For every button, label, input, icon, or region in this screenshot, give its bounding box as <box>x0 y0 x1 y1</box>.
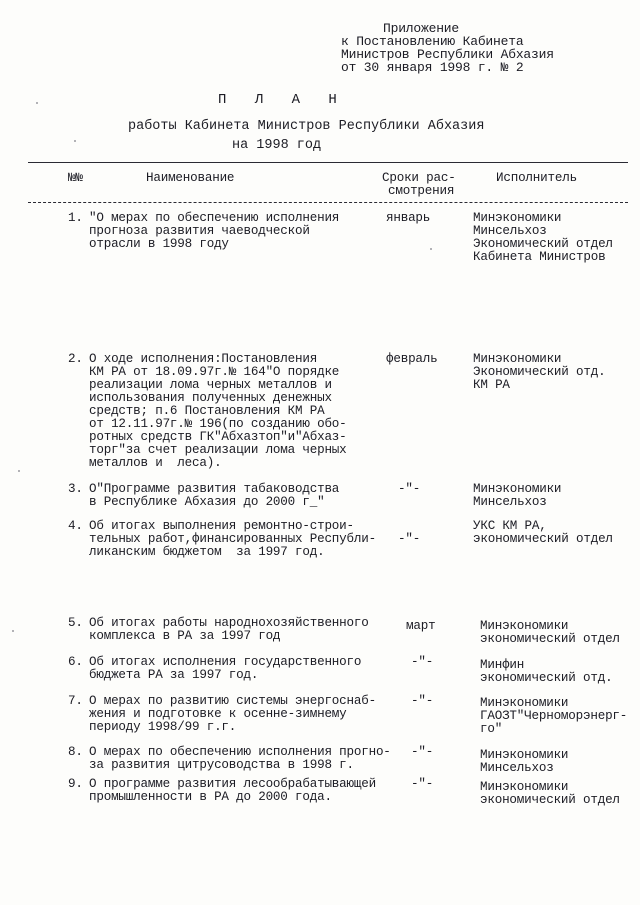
header-executor: Исполнитель <box>496 171 577 185</box>
row-5-name-line: комплекса в РА за 1997 год <box>89 629 281 643</box>
scan-speck <box>36 102 38 104</box>
row-2-name-line: КМ РА от 18.09.97г.№ 164"О порядке <box>89 365 340 379</box>
row-7-name-line: О мерах по развитию системы энергоснаб- <box>89 694 376 708</box>
row-2-name-line: торг"за счет реализации лома черных <box>89 443 347 457</box>
row-9-executor-line: Минэкономики <box>480 780 569 794</box>
row-2-name-line: реализации лома черных металлов и <box>89 378 332 392</box>
row-8-executor-line: Минэкономики <box>480 748 569 762</box>
row-5-num: 5. <box>68 616 83 630</box>
row-6-num: 6. <box>68 655 83 669</box>
header-name: Наименование <box>146 171 235 185</box>
scan-speck <box>18 470 20 472</box>
row-7-executor-line: го" <box>480 722 503 736</box>
row-5-executor-line: экономический отдел <box>480 632 620 646</box>
row-5-name-line: Об итогах работы народнохозяйственного <box>89 616 369 630</box>
row-2-num: 2. <box>68 352 83 366</box>
row-5-term: март <box>406 619 436 633</box>
row-6-term: -"- <box>411 655 434 669</box>
row-4-name-line: Об итогах выполнения ремонтно-строи- <box>89 519 354 533</box>
row-3-num: 3. <box>68 482 83 496</box>
row-4-executor-line: экономический отдел <box>473 532 613 546</box>
row-2-name-line: металлов и леса). <box>89 456 222 470</box>
row-3-term: -"- <box>398 482 421 496</box>
appendix-line-3: Министров Республики Абхазия <box>341 47 554 62</box>
row-6-executor-line: Минфин <box>480 658 525 672</box>
row-4-name-line: тельных работ,финансированных Республи- <box>89 532 376 546</box>
row-6-executor-line: экономический отд. <box>480 671 613 685</box>
row-3-executor-line: Минсельхоз <box>473 495 547 509</box>
row-1-name-line: прогноза развития чаеводческой <box>89 224 310 238</box>
row-7-name-line: периоду 1998/99 г.г. <box>89 720 237 734</box>
appendix-line-2: к Постановлению Кабинета <box>341 34 524 49</box>
row-8-name-line: за развития цитрусоводства в 1998 г. <box>89 758 354 772</box>
row-7-term: -"- <box>411 694 434 708</box>
row-7-executor-line: Минэкономики <box>480 696 569 710</box>
row-1-executor-line: Экономический отдел <box>473 237 613 251</box>
row-1-executor-line: Кабинета Министров <box>473 250 606 264</box>
row-8-num: 8. <box>68 745 83 759</box>
scan-speck <box>74 140 76 142</box>
row-2-name-line: ротных средств ГК"Абхазтоп"и"Абхаз- <box>89 430 347 444</box>
row-1-name-line: "О мерах по обеспечению исполнения <box>89 211 340 225</box>
table-top-rule <box>28 162 628 163</box>
header-term-line-1: Сроки рас- <box>382 171 456 185</box>
row-7-executor-line: ГАОЗТ"Черноморэнерг- <box>480 709 628 723</box>
scan-speck <box>12 630 14 632</box>
appendix-line-1: Приложение <box>383 21 460 36</box>
row-1-executor-line: Минсельхоз <box>473 224 547 238</box>
row-2-name-line: от 12.11.97г.№ 196(по созданию обо- <box>89 417 347 431</box>
row-1-term: январь <box>386 211 431 225</box>
row-1-name-line: отрасли в 1998 году <box>89 237 229 251</box>
row-6-name-line: Об итогах исполнения государственного <box>89 655 362 669</box>
row-6-name-line: бюджета РА за 1997 год. <box>89 668 259 682</box>
row-2-executor-line: КМ РА <box>473 378 510 392</box>
row-7-name-line: жения и подготовке к осенне-зимнему <box>89 707 347 721</box>
row-9-name-line: промышленности в РА до 2000 года. <box>89 790 332 804</box>
row-9-term: -"- <box>411 777 434 791</box>
row-3-name-line: в Республике Абхазия до 2000 г_" <box>89 495 325 509</box>
header-term-line-2: смотрения <box>388 184 455 198</box>
appendix-line-4: от 30 января 1998 г. № 2 <box>341 60 524 75</box>
row-4-executor-line: УКС КМ РА, <box>473 519 547 533</box>
row-1-num: 1. <box>68 211 83 225</box>
row-1-executor-line: Минэкономики <box>473 211 562 225</box>
row-2-name-line: использования полученных денежных <box>89 391 332 405</box>
scan-speck <box>430 248 432 250</box>
row-3-name-line: О"Программе развития табаководства <box>89 482 340 496</box>
row-4-term: -"- <box>398 532 421 546</box>
row-2-name-line: средств; п.6 Постановления КМ РА <box>89 404 325 418</box>
row-9-name-line: О программе развития лесообрабатывающей <box>89 777 376 791</box>
row-8-name-line: О мерах по обеспечению исполнения прогно- <box>89 745 391 759</box>
row-9-num: 9. <box>68 777 83 791</box>
row-2-name-line: О ходе исполнения:Постановления <box>89 352 318 366</box>
document-title: П Л А Н <box>218 92 347 108</box>
row-8-executor-line: Минсельхоз <box>480 761 554 775</box>
row-4-name-line: ликанским бюджетом за 1997 год. <box>89 545 325 559</box>
table-header-rule <box>28 202 628 203</box>
row-5-executor-line: Минэкономики <box>480 619 569 633</box>
row-2-executor-line: Минэкономики <box>473 352 562 366</box>
row-4-num: 4. <box>68 519 83 533</box>
row-7-num: 7. <box>68 694 83 708</box>
row-2-term: февраль <box>386 352 438 366</box>
document-subtitle-line-1: работы Кабинета Министров Республики Абхазия <box>128 119 485 134</box>
row-2-executor-line: Экономический отд. <box>473 365 606 379</box>
row-9-executor-line: экономический отдел <box>480 793 620 807</box>
document-subtitle-line-2: на 1998 год <box>232 138 322 153</box>
row-8-term: -"- <box>411 745 434 759</box>
header-num: №№ <box>68 171 83 185</box>
row-3-executor-line: Минэкономики <box>473 482 562 496</box>
